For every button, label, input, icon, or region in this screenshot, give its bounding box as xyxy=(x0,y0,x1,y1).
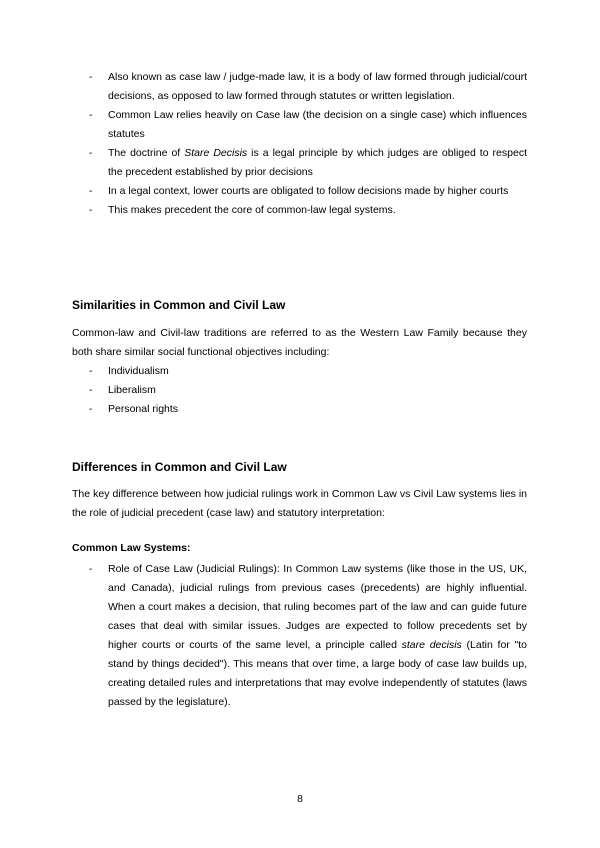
similarities-list xyxy=(72,362,527,419)
list-item xyxy=(72,400,527,419)
list-item-emphasis: Stare Decisis xyxy=(184,147,248,159)
list-item-text-post: is a legal principle by which judges are obliged to respect the precedent established by prior decisions xyxy=(108,147,527,178)
list-item xyxy=(72,182,527,201)
list-item-text-pre: Role of Case Law (Judicial Rulings): In Common Law systems (like those in the US, UK, and Canada), judicial rulings from previous cases (precedents) are highly influential. When a court makes a decision, that ruling becomes part of the law and can guide future cases that deal with similar issues. Judges are expected to follow precedents set by higher courts or courts of the same level, a principle called xyxy=(108,563,527,651)
dash-marker: - xyxy=(89,384,93,396)
dash-marker: - xyxy=(89,365,93,377)
list-item xyxy=(72,106,527,144)
list-item-text: Also known as case law / judge-made law, it is a body of law formed through judicial/court decisions, as opposed to law formed through statutes or written legislation. xyxy=(108,71,527,102)
similarities-paragraph: Common-law and Civil-law traditions are referred to as the Western Law Family because they both share similar social functional objectives including: xyxy=(72,327,527,358)
list-item xyxy=(72,144,527,182)
differences-heading: Differences in Common and Civil Law xyxy=(72,460,287,474)
list-item-text: Individualism xyxy=(108,365,169,377)
list-item-text-post: (Latin for "to stand by things decided"). This means that over time, a large body of case law builds up, creating detailed rules and interpretations that may evolve independently of statutes (laws passed by the legislature). xyxy=(108,639,527,708)
dash-marker: - xyxy=(89,563,93,575)
common-law-systems-list xyxy=(72,560,527,712)
dash-marker: - xyxy=(89,204,93,216)
list-item-text-pre: The doctrine of xyxy=(108,147,185,159)
dash-marker: - xyxy=(89,147,93,159)
list-item-text: Liberalism xyxy=(108,384,156,396)
list-item xyxy=(72,362,527,381)
list-item-text: In a legal context, lower courts are obligated to follow decisions made by higher courts xyxy=(108,185,509,197)
page-number: 8 xyxy=(297,793,303,805)
dash-marker: - xyxy=(89,403,93,415)
similarities-heading: Similarities in Common and Civil Law xyxy=(72,298,286,312)
list-item-text: Common Law relies heavily on Case law (the decision on a single case) which influences statutes xyxy=(108,109,527,140)
common-law-bullet-list xyxy=(72,68,527,220)
differences-paragraph: The key difference between how judicial rulings work in Common Law vs Civil Law systems lies in the role of judicial precedent (case law) and statutory interpretation: xyxy=(72,488,527,519)
list-item-emphasis: stare decisis xyxy=(401,639,462,651)
list-item-text: Personal rights xyxy=(108,403,179,415)
list-item xyxy=(72,381,527,400)
list-item-text: This makes precedent the core of common-law legal systems. xyxy=(108,204,396,216)
list-item xyxy=(72,201,527,220)
dash-marker: - xyxy=(89,185,93,197)
dash-marker: - xyxy=(89,109,93,121)
dash-marker: - xyxy=(89,71,93,83)
list-item xyxy=(72,68,527,106)
list-item xyxy=(72,560,527,712)
common-law-systems-subheading: Common Law Systems: xyxy=(72,542,191,554)
